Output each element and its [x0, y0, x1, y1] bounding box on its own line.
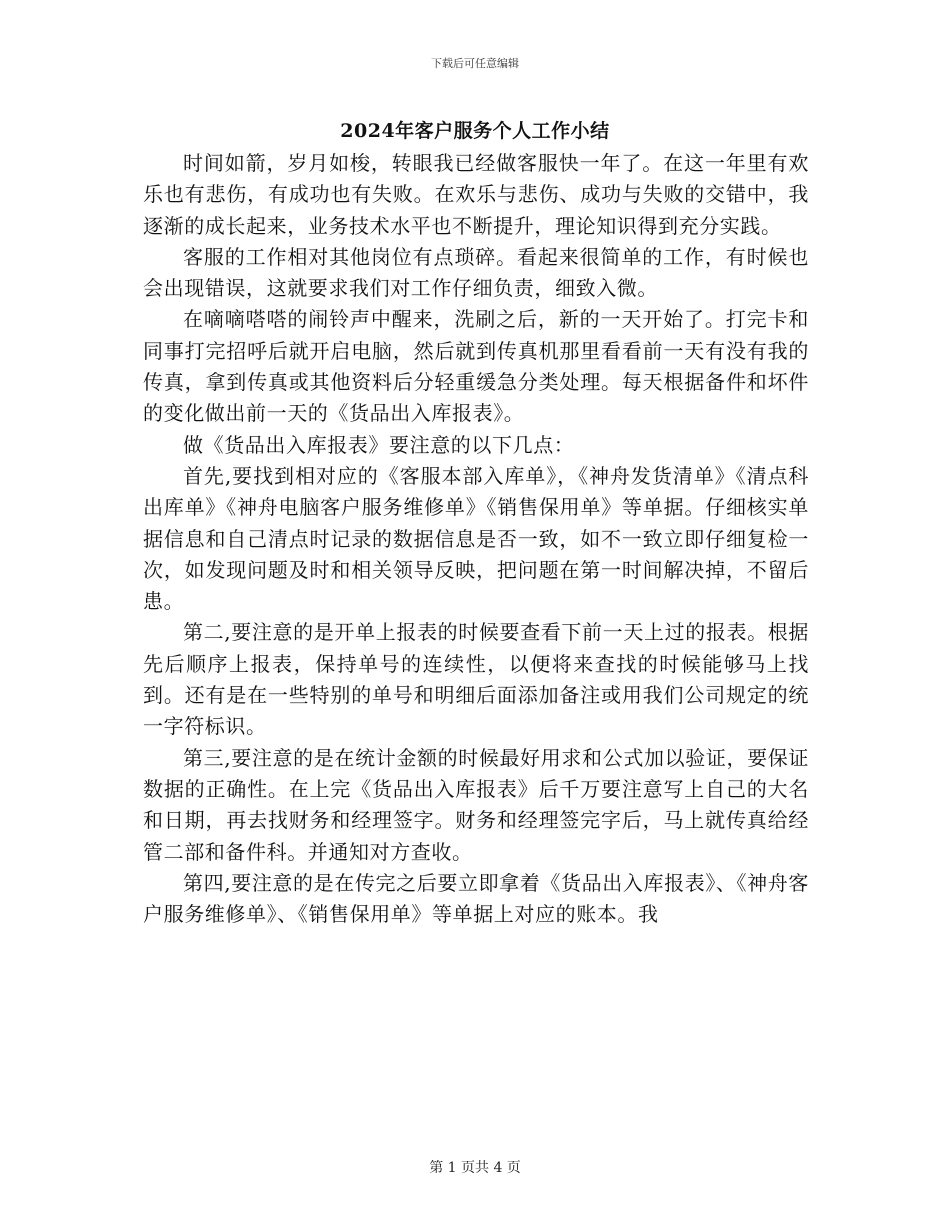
paragraph: 首先,要找到相对应的《客服本部入库单》，《神舟发货清单》《清点科出库单》《神舟电脑客户服务维修单》《销售保用单》等单据。仔细核实单据信息和自己清点时记录的数据信息是否一致，如不一致立即仔细复检一次，如发现问题及时和相关领导反映，把问题在第一时间解决掉，不留后患。 [143, 463, 809, 614]
paragraph: 第四,要注意的是在传完之后要立即拿着《货品出入库报表》、《神舟客户服务维修单》、《销售保用单》等单据上对应的账本。我 [143, 870, 809, 927]
document-body [143, 148, 809, 930]
page-number: 第 1 页共 4 页 [429, 1160, 521, 1176]
paragraph: 做《货品出入库报表》要注意的以下几点： [183, 432, 575, 457]
paragraph: 第三,要注意的是在统计金额的时候最好用求和公式加以验证，要保证数据的正确性。在上完《货品出入库报表》后千万要注意写上自己的大名和日期，再去找财务和经理签字。财务和经理签完字后，马上就传真给经管二部和备件科。并通知对方查收。 [143, 745, 809, 864]
paragraph: 在嘀嘀嗒嗒的闹铃声中醒来，洗刷之后，新的一天开始了。打完卡和同事打完招呼后就开启电脑，然后就到传真机那里看看前一天有没有我的传真，拿到传真或其他资料后分轻重缓急分类处理。每天根据备件和坏件的变化做出前一天的《货品出入库报表》。 [143, 307, 809, 426]
paragraph: 第二,要注意的是开单上报表的时候要查看下前一天上过的报表。根据先后顺序上报表，保持单号的连续性，以便将来查找的时候能够马上找到。还有是在一些特别的单号和明细后面添加备注或用我们公司规定的统一字符标识。 [143, 620, 809, 739]
paragraph: 客服的工作相对其他岗位有点琐碎。看起来很简单的工作，有时候也会出现错误，这就要求我们对工作仔细负责，细致入微。 [143, 244, 809, 301]
document-title: 2024年客户服务个人工作小结 [340, 120, 610, 142]
paragraph: 时间如箭，岁月如梭，转眼我已经做客服快一年了。在这一年里有欢乐也有悲伤，有成功也有失败。在欢乐与悲伤、成功与失败的交错中，我逐渐的成长起来，业务技术水平也不断提升，理论知识得到充分实践。 [143, 151, 809, 238]
header-note: 下载后可任意编辑 [431, 57, 519, 70]
